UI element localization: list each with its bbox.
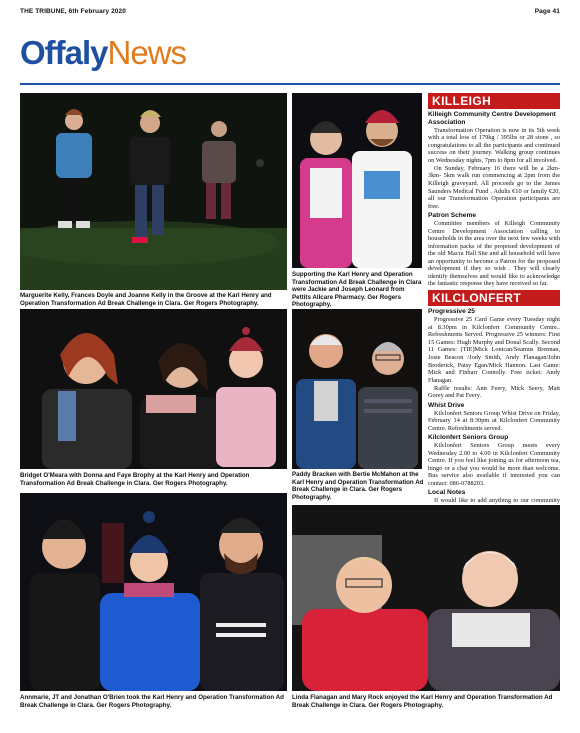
section-brand	[20, 36, 186, 69]
kilclonfert-subhead-local-notes: Local Notes	[428, 489, 466, 497]
caption-obrien-family: Annmarie, JT and Jonathan O'Brien took the Karl Henry and Operation Transformation Ad Break Challenge in Clara. Ger Rogers Photography.	[20, 694, 284, 709]
killeigh-para-walk: On Sunday, February 16 there will be a 2km-3km- 5km walk run commencing at 2pm from the Killeigh graveyard. All proceeds go to the James Saunders Medical Fund . Adults €10 or family €20, all our Transformation Operation participants are free.	[428, 164, 560, 210]
killeigh-para-patron: Committee members of Killeigh Community Centre Development Association calling to households in the area over the next few weeks with information packs of the proposed development of the old Macra Hall Site and all household will have an opportunity to become a Patron for the proposed development if they so wish . They will clearly identify themselves and would like to acknowledge the fantastic response they have received so far.	[428, 220, 560, 288]
kilclonfert-subhead-whist: Whist Drive	[428, 401, 465, 409]
caption-dancers: Marguerite Kelly, Frances Doyle and Joanne Kelly in the Groove at the Karl Henry and Operation Transformation Ad Break Challenge in Clara. Ger Rogers Photography.	[20, 292, 272, 307]
killeigh-column	[428, 93, 560, 288]
kilclonfert-para-local-notes: If would like to add anything to our community notes drop them into the office or just email	[428, 497, 560, 512]
photo-leonard-couple	[292, 93, 422, 268]
brand-offaly: Offaly	[20, 34, 108, 71]
kilclonfert-email[interactable]: kilclonfertcommunitycentre@outlook.com	[440, 512, 548, 520]
kilclonfert-para-whist: Kilclonfert Seniors Group Whist Drive on Friday, February 14 at 8:30pm at Kilclonfert Community Centre. Refreshments served.	[428, 409, 560, 432]
page-number: Page 41	[534, 7, 560, 15]
kilclonfert-subhead-progressive: Progressive 25	[428, 308, 475, 316]
photo-bracken-mcmahon	[292, 309, 422, 469]
kilclonfert-para-raffle: Raffle results: Ann Feery, Mick Seery, Matt Gorey and Pat Feery.	[428, 384, 560, 400]
kilclonfert-deadline: before 10 o'clock Monday morning	[449, 520, 539, 528]
caption-leonard-couple: Supporting the Karl Henry and Operation Transformation Ad Break Challenge in Clara were Jackie and Joseph Leonard from Pettits Allcare Pharmacy. Ger Rogers Photography.	[292, 271, 422, 309]
killeigh-para-transformation: Transformation Operation is now in its 5th week with a total loss of 179kg / 395lbs or 28 stone , so congratulations to all the participants and continued success on their journey. Walking group continues on Wednesday nights, 7pm to 8pm for all involved.	[428, 126, 560, 164]
killeigh-subhead-development: Killeigh Community Centre Development Association	[428, 111, 556, 126]
photo-dancers	[20, 93, 287, 290]
kilclonfert-subhead-seniors: Kilclonfert Seniors Group	[428, 434, 509, 442]
kilclonfert-header: KILCLONFERT	[428, 290, 560, 306]
photo-brophy-family	[20, 309, 287, 469]
kilclonfert-column	[428, 290, 560, 529]
killeigh-subhead-patron: Patron Scheme	[428, 212, 477, 220]
caption-bracken-mcmahon: Paddy Bracken with Bertie McMahon at the Karl Henry and Operation Transformation Ad Break Challenge in Clara. Ger Rogers Photography.	[292, 471, 424, 501]
photo-obrien-family	[20, 493, 287, 691]
caption-flanagan-rock: Linda Flanagan and Mary Rock enjoyed the Karl Henry and Operation Transformation Ad Break Challenge in Clara. Ger Rogers Photography.	[292, 694, 553, 709]
caption-brophy-family: Bridget O'Meara with Donna and Faye Brophy at the Karl Henry and Operation Transformation Ad Break Challenge in Clara. Ger Rogers Photography.	[20, 472, 250, 487]
brand-rule	[20, 83, 560, 85]
kilclonfert-para-progressive: Progressive 25 Card Game every Tuesday night at 8.30pm in Kilclonfert Community Centre.. Refreshments Served. Progressive 25 winners: First 15 Games: Hugh Murphy and Donal Scally. Second 11 Games: (TIE)Mick Lonican/Seamus Brennan, Josie Beacon /Jody Smith, Andy Flanagan/John Broderick, Patsy Egan/Mick Hannon. Last Game: Mick and Finbarr Connolly. Free ticket: Andy Flanagan.	[428, 316, 560, 384]
brand-news: News	[107, 34, 187, 71]
masthead	[20, 4, 560, 18]
photo-flanagan-rock	[292, 505, 560, 691]
issue-date: THE TRIBUNE, 6th February 2020	[20, 7, 126, 15]
killeigh-header: KILLEIGH	[428, 93, 560, 109]
kilclonfert-para-seniors: Kilclonfert Seniors Group meets every Wednesday 2.00 to 4.00 in Kilclonfert Community Centre. If you feel like joining us for afternoon tea, bingo or a chat you would be more than welcome. Bus service also available if interested you can contact: 086-0788203.	[428, 442, 560, 487]
